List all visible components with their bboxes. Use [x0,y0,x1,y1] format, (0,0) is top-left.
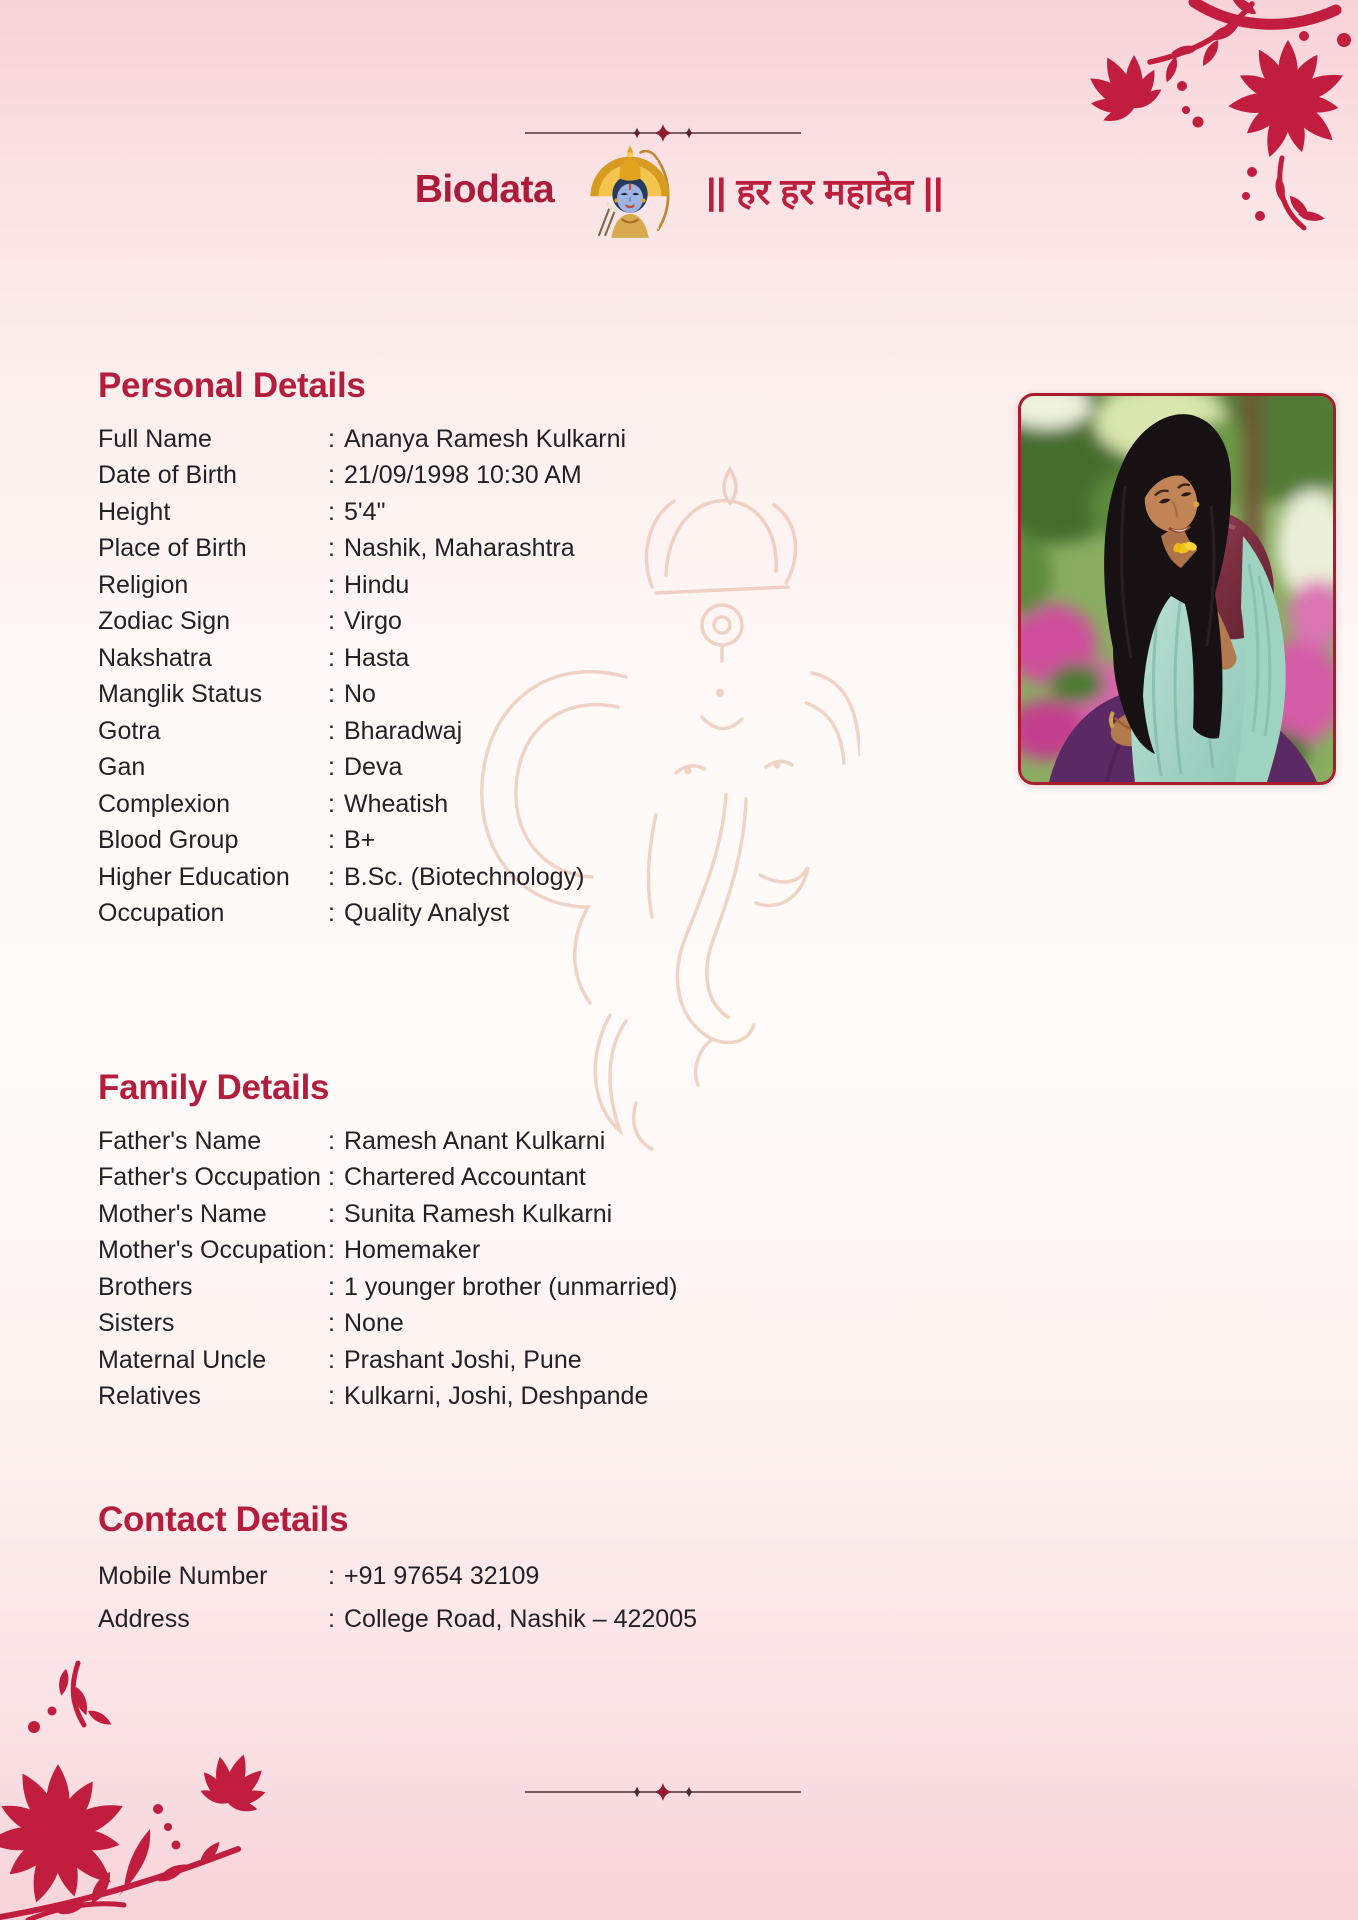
detail-row [98,1233,678,1270]
mantra-text: || हर हर महादेव || [706,170,944,212]
detail-row [98,531,626,568]
colon-separator: : [328,1236,335,1265]
field-value: B.Sc. (Biotechnology) [344,862,585,891]
detail-row [98,1123,678,1160]
field-label: Date of Birth [98,461,237,490]
field-value: Kulkarni, Joshi, Deshpande [344,1382,649,1411]
detail-row [98,640,626,677]
contact-details-rows [98,1555,697,1641]
page-title: Biodata [414,168,555,211]
colon-separator: : [328,424,335,453]
field-label: Mother's Occupation [98,1236,327,1265]
floral-ornament-bottom-left-icon [0,1635,335,1920]
field-label: Father's Occupation [98,1163,321,1192]
field-label: Maternal Uncle [98,1345,267,1374]
detail-row [98,750,626,787]
colon-separator: : [328,461,335,490]
field-label: Address [98,1605,190,1633]
field-label: Mobile Number [98,1562,268,1590]
colon-separator: : [328,534,335,563]
field-label: Gan [98,753,146,782]
detail-row [98,1379,678,1416]
colon-separator: : [328,899,335,928]
colon-separator: : [328,1562,335,1590]
field-label: Place of Birth [98,534,247,563]
detail-row [98,859,626,896]
profile-photo-image [1021,396,1333,782]
field-value: 5'4" [344,497,386,526]
contact-details-section [98,1500,697,1641]
detail-row [98,823,626,860]
field-label: Occupation [98,899,225,928]
profile-photo [1018,393,1336,785]
field-label: Complexion [98,789,231,818]
field-label: Gotra [98,716,161,745]
field-value: Hasta [344,643,410,672]
detail-row [98,1196,678,1233]
field-value: None [344,1309,404,1338]
colon-separator: : [328,1345,335,1374]
field-value: 1 younger brother (unmarried) [344,1272,678,1301]
colon-separator: : [328,1309,335,1338]
field-label: Manglik Status [98,680,262,709]
field-label: Height [98,497,171,526]
personal-details-section [98,366,626,932]
colon-separator: : [328,607,335,636]
colon-separator: : [328,789,335,818]
detail-row [98,1306,678,1343]
field-value: Sunita Ramesh Kulkarni [344,1199,613,1228]
field-label: Higher Education [98,862,290,891]
detail-row [98,1555,697,1598]
field-label: Religion [98,570,189,599]
colon-separator: : [328,1272,335,1301]
colon-separator: : [328,716,335,745]
colon-separator: : [328,643,335,672]
field-label: Brothers [98,1272,193,1301]
colon-separator: : [328,1199,335,1228]
field-value: College Road, Nashik – 422005 [344,1605,698,1633]
detail-row [98,786,626,823]
detail-row [98,567,626,604]
field-value: 21/09/1998 10:30 AM [344,461,582,490]
field-value: Chartered Accountant [344,1163,586,1192]
field-value: Quality Analyst [344,899,510,928]
field-label: Relatives [98,1382,201,1411]
field-value: Nashik, Maharashtra [344,534,575,563]
field-label: Father's Name [98,1126,262,1155]
detail-row [98,1160,678,1197]
colon-separator: : [328,862,335,891]
field-value: Homemaker [344,1236,481,1265]
colon-separator: : [328,1382,335,1411]
field-value: B+ [344,826,376,855]
colon-separator: : [328,497,335,526]
detail-row [98,1269,678,1306]
family-details-rows [98,1123,678,1415]
field-label: Nakshatra [98,643,212,672]
field-label: Blood Group [98,826,239,855]
colon-separator: : [328,826,335,855]
field-label: Sisters [98,1309,175,1338]
detail-row [98,1342,678,1379]
detail-row [98,458,626,495]
detail-row [98,677,626,714]
header [0,140,1358,240]
colon-separator: : [328,1163,335,1192]
detail-row [98,421,626,458]
field-label: Full Name [98,424,212,453]
section-heading-personal: Personal Details [98,366,366,405]
field-value: Wheatish [344,789,449,818]
colon-separator: : [328,753,335,782]
field-value: Prashant Joshi, Pune [344,1345,582,1374]
field-value: Virgo [344,607,402,636]
detail-row [98,713,626,750]
divider-star-ornament-icon [523,1783,803,1801]
family-details-section [98,1068,678,1415]
field-value: Ananya Ramesh Kulkarni [344,424,627,453]
field-value: Deva [344,753,403,782]
field-value: Ramesh Anant Kulkarni [344,1126,606,1155]
field-value: Hindu [344,570,410,599]
section-heading-contact: Contact Details [98,1500,349,1539]
colon-separator: : [328,680,335,709]
colon-separator: : [328,1605,335,1633]
personal-details-rows [98,421,626,932]
field-value: Bharadwaj [344,716,463,745]
lord-rama-icon [580,142,680,238]
section-heading-family: Family Details [98,1068,330,1107]
colon-separator: : [328,570,335,599]
field-value: No [344,680,376,709]
field-label: Zodiac Sign [98,607,231,636]
detail-row [98,1598,697,1641]
detail-row [98,896,626,933]
field-value: +91 97654 32109 [344,1562,540,1590]
colon-separator: : [328,1126,335,1155]
field-label: Mother's Name [98,1199,267,1228]
detail-row [98,604,626,641]
divider-bottom [523,1783,803,1801]
detail-row [98,494,626,531]
